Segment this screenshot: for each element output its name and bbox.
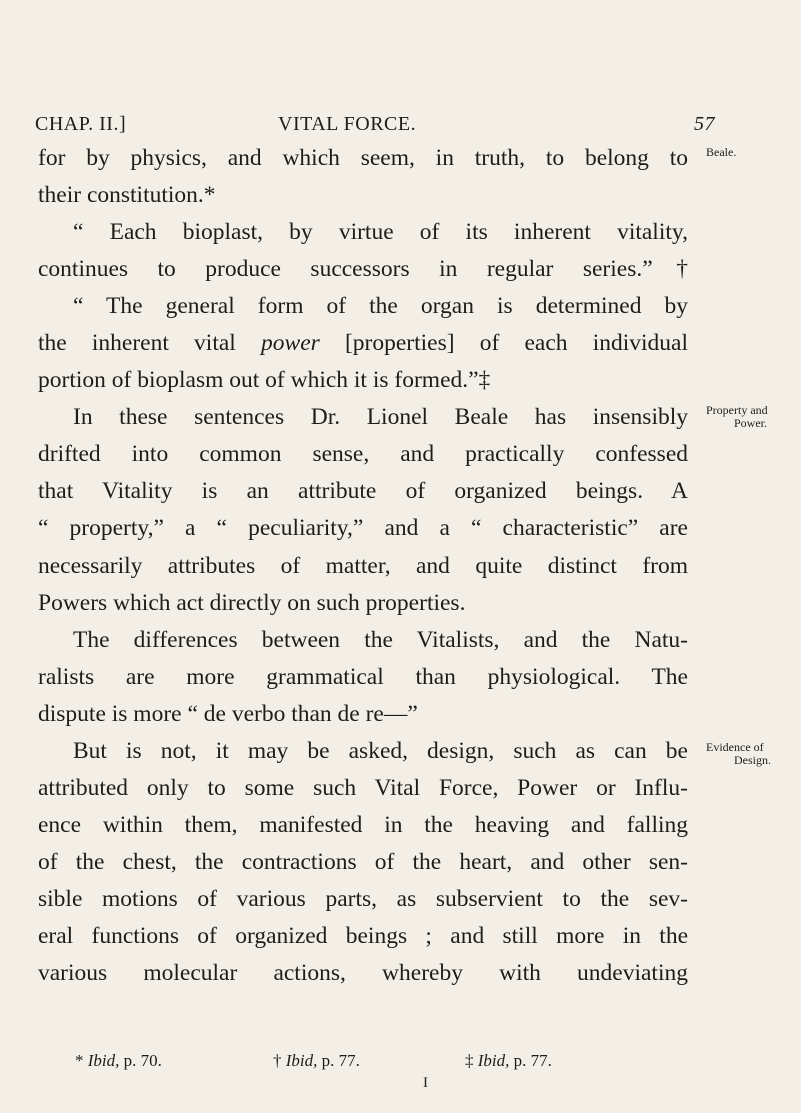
text-line: for by physics, and which seem, in truth, to belong to <box>38 145 688 171</box>
text-line: “ Each bioplast, by virtue of its inherent vitality, <box>73 219 688 246</box>
margin-note-line: Power. <box>734 416 767 430</box>
text-fragment: [properties] of each individual <box>319 330 689 357</box>
text-line: that Vitality is an attribute of organized beings. A <box>38 478 688 505</box>
text-line: necessarily attributes of matter, and quite distinct from <box>38 552 688 579</box>
text-line: various molecular actions, whereby with undeviating <box>38 960 688 987</box>
page-number: 57 <box>694 113 715 135</box>
text-line: eral functions of organized beings ; and still more in the <box>38 922 688 949</box>
text-line-with-italic <box>38 325 688 362</box>
text-line: In these sentences Dr. Lionel Beale has insensibly <box>73 404 688 431</box>
footnote-ref: Ibid, <box>87 1051 120 1070</box>
text-line: attributed only to some such Vital Force, Power or Influ- <box>38 774 688 801</box>
footnote <box>273 1051 360 1071</box>
text-line: drifted into common sense, and practically confessed <box>38 441 688 468</box>
footnote-ref: Ibid, <box>477 1051 510 1070</box>
text-line: ralists are more grammatical than physiological. The <box>38 663 688 690</box>
chapter-label: CHAP. II.] <box>35 113 127 135</box>
margin-note-evidence-of-design <box>706 741 798 767</box>
text-line: of the chest, the contractions of the heart, and other sen- <box>38 848 688 875</box>
margin-note-line: Beale. <box>706 145 737 159</box>
margin-note-line: Property and <box>706 403 768 417</box>
running-title: VITAL FORCE. <box>278 113 417 135</box>
margin-note-beale <box>706 146 798 159</box>
footnote-ref: Ibid, <box>285 1051 318 1070</box>
text-line: continues to produce successors in regular series.”† <box>38 256 688 283</box>
footnote-page: p. 70. <box>123 1051 162 1070</box>
margin-note-line: Design. <box>734 753 771 767</box>
footnote-mark: ‡ <box>465 1051 474 1070</box>
text-line: The differences between the Vitalists, and the Natu- <box>73 626 688 653</box>
text-line: Powers which act directly on such properties. <box>38 589 466 616</box>
text-fragment: the inherent vital <box>38 330 262 357</box>
italic-word: power <box>261 330 320 357</box>
footnote <box>465 1051 552 1071</box>
signature-mark: I <box>423 1075 428 1091</box>
footnote-mark: * <box>75 1051 84 1070</box>
running-header <box>35 113 715 137</box>
margin-note-property-and-power <box>706 404 798 430</box>
text-line: portion of bioplasm out of which it is formed.”‡ <box>38 367 491 394</box>
text-line: dispute is more “ de verbo than de re—” <box>38 700 418 727</box>
margin-note-line: Evidence of <box>706 740 764 754</box>
text-line: ence within them, manifested in the heaving and falling <box>38 811 688 838</box>
footnote-page: p. 77. <box>513 1051 552 1070</box>
text-line: sible motions of various parts, as subservient to the sev- <box>38 885 688 912</box>
footnote-mark: † <box>273 1051 282 1070</box>
body-text <box>38 140 688 992</box>
text-line: But is not, it may be asked, design, such as can be <box>73 737 688 764</box>
text-line: their constitution.* <box>38 182 216 209</box>
footnote-page: p. 77. <box>321 1051 360 1070</box>
footnote <box>75 1051 162 1071</box>
text-line: “ property,” a “ peculiarity,” and a “ characteristic” are <box>38 515 688 542</box>
text-line: “ The general form of the organ is determined by <box>73 293 688 320</box>
